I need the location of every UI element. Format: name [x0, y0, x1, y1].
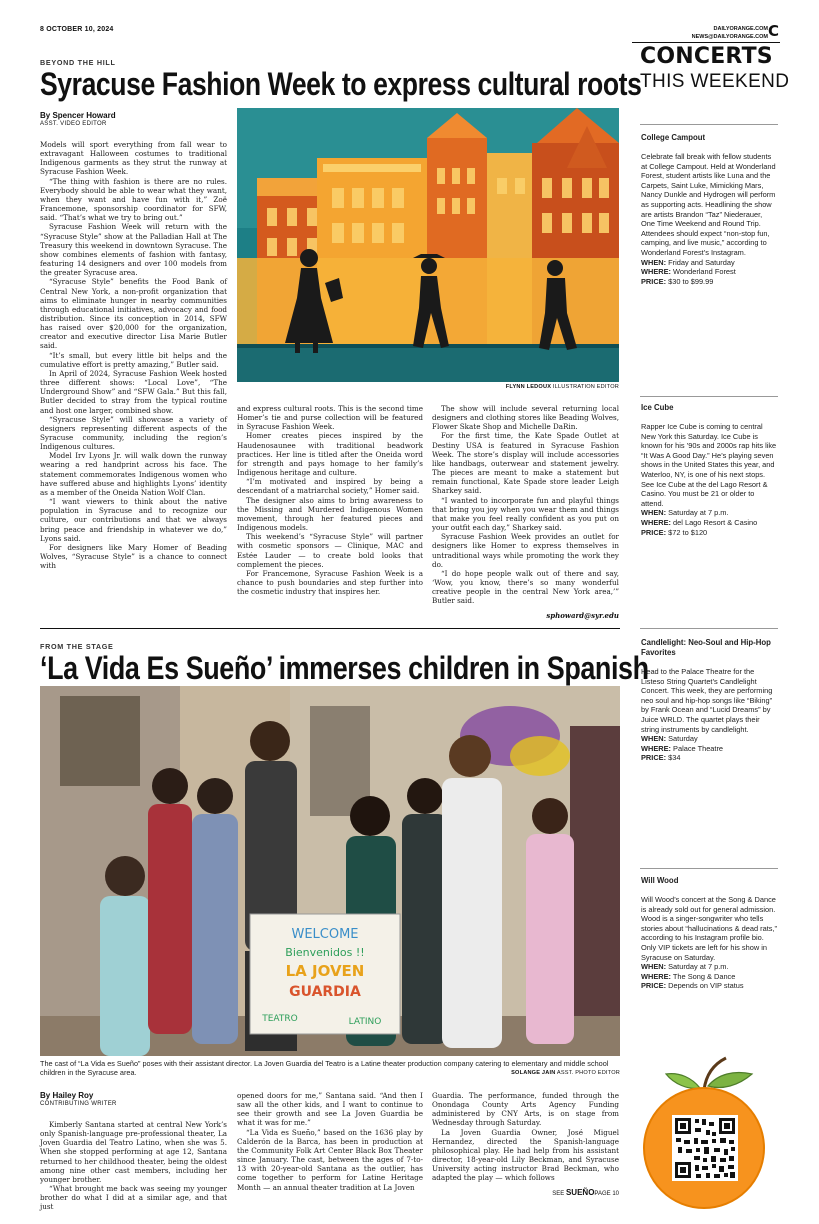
event-when: WHEN: Saturday — [641, 734, 698, 744]
paragraph: Model Irv Lyons Jr. will walk down the runway wearing a red handprint across his face. The statement commemorates Indigenous women who have suffered abuse and highlights Lyons’ identity as a member of the Oneida Nation Wolf Clan. — [40, 451, 227, 497]
section-letter: C — [768, 22, 780, 40]
event-where: WHERE: Wonderland Forest — [641, 267, 736, 277]
paragraph: For the first time, the Kate Spade Outlet at Destiny USA is featured in Syracuse Fashion Week. The store’s display will include accessories like handbags, outerwear and statement jewelry. The pieces are meant to make a statement but remain functional, Kate Spade store leader Leigh Sharkey said. — [432, 431, 619, 496]
article2-byrole: CONTRIBUTING WRITER — [40, 1101, 117, 1107]
event-description: Head to the Palace Theatre for the Listeso String Quartet’s Candlelight Concert. This week, they are performing neo soul and hip-hop songs like “Biking” by Frank Ocean and “Lucid Dreams” by Juice WRLD. The quartet plays their string instruments by candlelight. — [641, 667, 773, 734]
sign-line-la-joven: LA JOVEN — [285, 962, 365, 980]
paragraph: opened doors for me,” Santana said. “And then I saw all the other kids, and I want to continue to see their growth and see La Joven Guardia be what it was for me.” — [237, 1091, 423, 1128]
sign-line-latino: LATINO — [348, 1017, 382, 1027]
paragraph: Models will sport everything from fall wear to extravagant Halloween costumes to traditional Indigenous garments as they strut the runway at Syracuse Fashion Week. — [40, 140, 227, 177]
event-where: WHERE: del Lago Resort & Casino — [641, 517, 758, 527]
event-name: Will Wood — [641, 876, 679, 885]
article1-photo-credit: FLYNN LEDOUX ILLUSTRATION EDITOR — [505, 384, 619, 390]
event-where: WHERE: Palace Theatre — [641, 743, 724, 753]
article2-col1 — [40, 1120, 227, 1212]
site-email[interactable]: NEWS@DAILYORANGE.COM — [691, 33, 768, 40]
paragraph: “What brought me back was seeing my younger brother do what I did at a similar age, and that just — [40, 1184, 227, 1212]
event-description: Celebrate fall break with fellow students at College Campout. Held at Wonderland Forest, student artists like Luna and the Carpets, Saint Luke, Mimicking Mars, Nancy Dunkle and Hydrogen will perform as supporting acts. Headlining the show are artists Brandon “Taz” Niederauer, One Time Weekend and Round Trip. Attendees should expect “non-stop fun, camping, and live music,” according to Wonderland Forest’s Instagram. — [641, 152, 776, 257]
paragraph: In April of 2024, Syracuse Fashion Week hosted three different shows: “Local Love”, “The Underground Show” and “SFW Gala.” But this fall, Butler decided to stray from the typical routine and host one larger, combined show. — [40, 368, 227, 415]
paragraph: This weekend’s “Syracuse Style” will partner with cosmetic sponsors — Clinique, MAC and Estée Lauder — to create bold looks that complement the pieces. — [237, 532, 423, 569]
event-when: WHEN: Friday and Saturday — [641, 257, 735, 267]
sidebar-divider — [640, 396, 778, 397]
event-price: PRICE: $30 to $99.99 — [641, 276, 714, 286]
paragraph: “I want viewers to think about the native population in Syracuse and to recognize our culture, our contributions and that we always bring peace and friendship in whatever we do,” Lyons said. — [40, 497, 227, 543]
article-divider — [40, 628, 620, 629]
sidebar-title: CONCERTS — [640, 44, 773, 69]
event-price: PRICE: $34 — [641, 753, 681, 763]
sign-line-guardia: GUARDIA — [289, 984, 361, 1000]
paragraph: “I do hope people walk out of there and say, ‘Wow, you know, there’s so many wonderful creative people in the central New York area,’” Butler said. — [432, 568, 619, 606]
article2-col3 — [432, 1091, 619, 1183]
paragraph: Syracuse Fashion Week will return with the “Syracuse Style” show at the Palladian Hall at The Treasury this weekend in downtown Syracuse. The show combines elements of fashion with fantasy, featuring 14 designers and over 100 models from the greater Syracuse area. — [40, 222, 227, 278]
paragraph: “I’m motivated and inspired by being a descendant of a matriarchal society,” Homer said. — [237, 477, 423, 496]
article1-col2 — [237, 404, 423, 596]
paragraph: Syracuse Fashion Week provides an outlet for designers like Homer to express themselves in untraditional ways while promoting the work they do. — [432, 532, 619, 569]
event-when: WHEN: Saturday at 7 p.m. — [641, 508, 729, 518]
paragraph: La Joven Guardia Owner, José Miguel Hernandez, directed the Spanish-language philosophical play. He had help from his assistant director, 18-year-old Lily Beckman, and Syracuse University acting instructor Brad Beckman, who adapted the play — which follows — [432, 1127, 619, 1183]
sidebar-divider — [640, 628, 778, 629]
sidebar-divider — [640, 124, 778, 125]
event-description: Will Wood’s concert at the Song & Dance is already sold out for general admission. Wood is a singer-songwriter who tells stories about “hallucinations & dead rats,” according to his Instagram profile bio. Only VIP tickets are left for his show in Syracuse on Saturday. — [641, 895, 777, 962]
paragraph: The designer also aims to bring awareness to the Missing and Murdered Indigenous Women movement, through her featured pieces and Indigenous models. — [237, 495, 423, 533]
folio — [40, 26, 114, 33]
sign-line-welcome: WELCOME — [291, 927, 359, 942]
paragraph: Guardia. The performance, funded through the Onondaga County Arts Agency Funding administered by CNY Arts, is on stage from Wednesday through Saturday. — [432, 1091, 619, 1128]
event-ice-cube — [641, 403, 777, 537]
paragraph: Homer creates pieces inspired by the Haudenosaunee with traditional beadwork practices. Her line is titled after the Oneida word for strength and pays homage to her family’s Indigenous heritage and culture. — [237, 431, 423, 478]
fashion-illustration[interactable] — [237, 108, 619, 382]
site-info — [660, 26, 768, 41]
paragraph: “It’s small, but every little bit helps and the cumulative effort is pretty amazing,” Butler said. — [40, 350, 227, 369]
page-number: 8 — [40, 26, 45, 33]
event-name: College Campout — [641, 133, 706, 142]
event-name: Candlelight: Neo-Soul and Hip-Hop Favorites — [641, 638, 771, 657]
event-price: PRICE: $72 to $120 — [641, 527, 708, 537]
sign-line-bienvenidos: Bienvenidos !! — [285, 946, 365, 959]
paragraph: For designers like Mary Homer of Beading Wolves, “Syracuse Style” is a chance to connect with — [40, 542, 227, 571]
event-description: Rapper Ice Cube is coming to central New York this Saturday. Ice Cube is known for his ’90s and 2000s rap hits like “It Was A Good Day.” He’s playing seven shows in the United States this year, and Waterloo, NY, is one of his next stops. See Ice Cube at the del Lago Resort & Casino. You must be 21 or older to attend. — [641, 422, 777, 508]
paragraph: “Syracuse Style” will showcase a variety of designers representing different aspects of the Syracuse community, including the region’s Indigenous cultures. — [40, 414, 227, 452]
issue-date: OCTOBER 10, 2024 — [46, 26, 114, 33]
article1-byline-block — [40, 111, 116, 127]
article2-col2 — [237, 1091, 423, 1192]
event-where: WHERE: The Song & Dance — [641, 971, 736, 981]
sidebar-subtitle: THIS WEEKEND — [640, 71, 790, 92]
article2-headline[interactable]: ‘La Vida Es Sueño’ immerses children in Spanish — [40, 650, 649, 686]
photo-caption: The cast of “La Vida es Sueño” poses with their assistant director. La Joven Guardia del Teatro is a Latine theater production company catering to elementary and middle school children in the Syracuse area. — [40, 1059, 609, 1077]
event-candlelight — [641, 638, 777, 763]
article1-headline[interactable]: Syracuse Fashion Week to express cultural roots — [40, 66, 642, 102]
article1-col1 — [40, 140, 227, 570]
sign-line-teatro: TEATRO — [262, 1014, 298, 1024]
event-name: Ice Cube — [641, 403, 674, 412]
article2-byline-block — [40, 1091, 117, 1107]
paragraph: and express cultural roots. This is the second time Homer’s tie and purse collection will be featured in Syracuse Fashion Week. — [237, 404, 423, 432]
event-will-wood — [641, 876, 777, 991]
paragraph: The show will include several returning local designers and clothing stores like Beading Wolves, Flower Skate Shop and Michelle DaRin. — [432, 404, 619, 432]
orange-qr-logo[interactable] — [634, 1052, 774, 1212]
paragraph: “I wanted to incorporate fun and playful things that bring you joy when you wear them and things that make you feel really confident as you put on your outfit each day,” Sharkey said. — [432, 495, 619, 533]
site-url[interactable]: DAILYORANGE.COM — [713, 26, 768, 32]
paragraph: Kimberly Santana started at central New York’s only Spanish-language pre-professional theater, La Joven Guardia del Teatro Latino, when she was 5. When she stopped performing at age 12, Santana returned to her childhood theater, being the oldest among nine other cast members, including her younger brother. — [40, 1120, 227, 1184]
article2-byline: By Hailey Roy — [40, 1091, 94, 1100]
article1-signoff[interactable]: sphoward@syr.edu — [546, 611, 619, 620]
event-college-campout — [641, 133, 777, 286]
article2-photo-credit: SOLANGE JAIN ASST. PHOTO EDITOR — [511, 1070, 620, 1076]
event-price: PRICE: Depends on VIP status — [641, 981, 744, 991]
paragraph: “The thing with fashion is there are no rules. Everybody should be able to wear what they want, when they want and have fun with it,” Zoë Francemone, sponsorship coordinator for SFW, said. “That’s what we try to bring out.” — [40, 176, 227, 223]
article1-byline: By Spencer Howard — [40, 111, 116, 120]
article1-byrole: ASST. VIDEO EDITOR — [40, 121, 107, 127]
paragraph: “Syracuse Style” benefits the Food Bank of Central New York, a non-profit organization that aims to eliminate hunger in nearby communities through educational initiatives, advocacy and food distribution. Since its conception in 2014, SFW has raised over $20,000 for the organization, creator and executive director Lisa Marie Butler said. — [40, 277, 227, 351]
cast-photo[interactable] — [40, 686, 620, 1056]
article2-kicker: FROM THE STAGE — [40, 642, 114, 651]
article1-kicker: BEYOND THE HILL — [40, 58, 116, 67]
article1-col3 — [432, 404, 619, 605]
sidebar-top-rule — [632, 42, 780, 43]
sidebar-divider — [640, 868, 778, 869]
event-when: WHEN: Saturday at 7 p.m. — [641, 962, 729, 972]
paragraph: “La Vida es Sueño,” based on the 1636 play by Calderón de la Barca, has been in production at the Community Folk Art Center Black Box Theater since January. The cast, between the ages of 7-to-13 with 20-year-old Santana as the outlier, has come together to perform for Latine Heritage Month — an annual theater tradition at La Joven — [237, 1127, 423, 1192]
paragraph: For Francemone, Syracuse Fashion Week is a chance to push boundaries and step further into the cosmetic industry that inspires her. — [237, 568, 423, 597]
jump-line[interactable]: SEE SUEÑOPAGE 10 — [552, 1188, 619, 1197]
